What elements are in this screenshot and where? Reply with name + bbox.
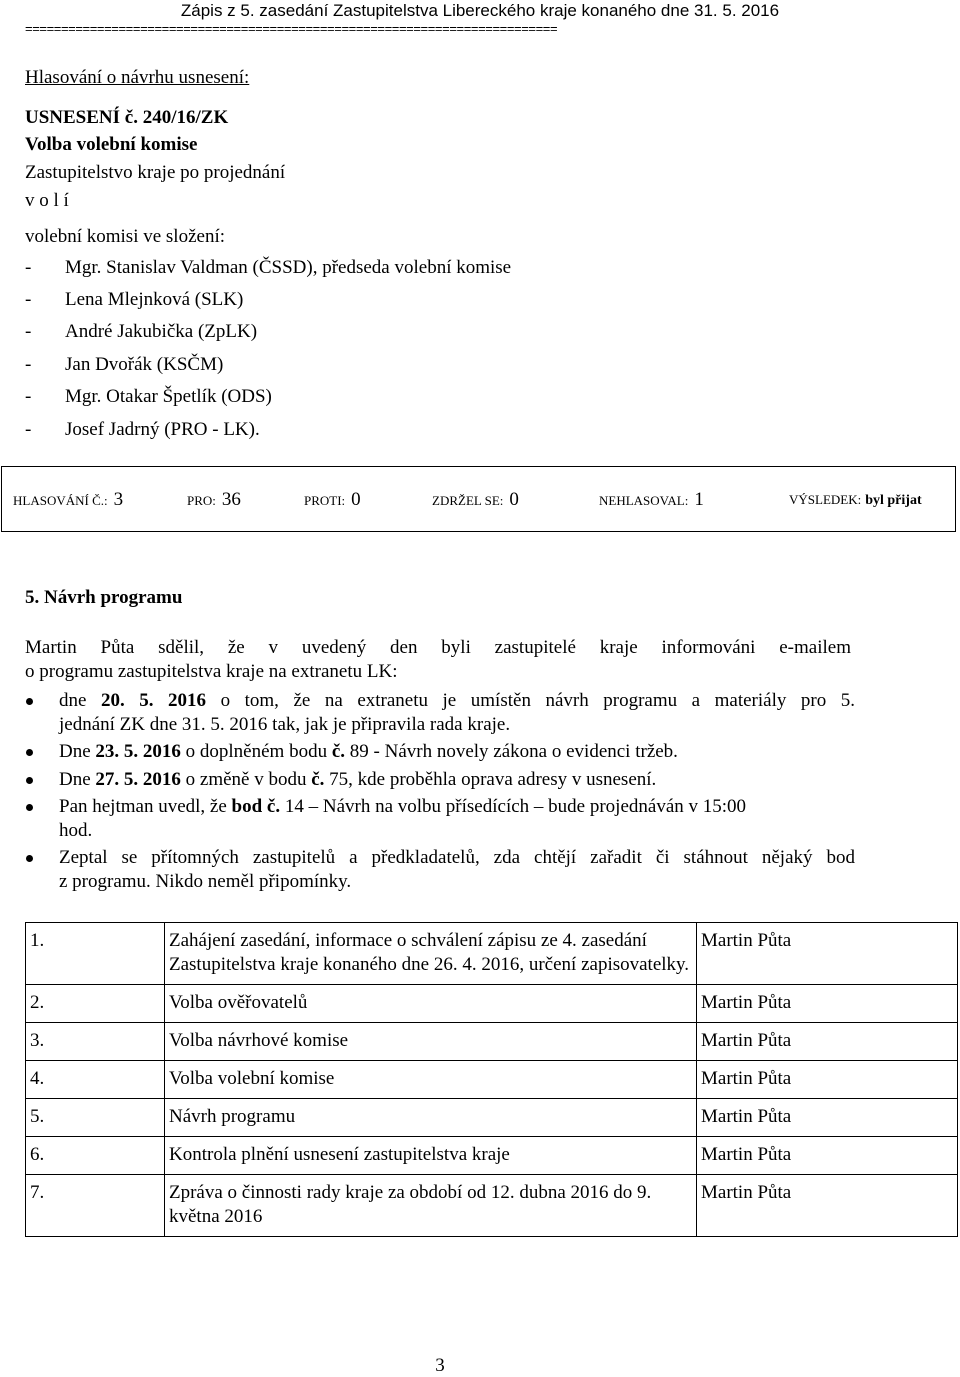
program-item-name: Volba volební komise: [165, 1061, 697, 1099]
program-item-number: 5.: [26, 1099, 165, 1137]
bullet-icon: [26, 855, 33, 862]
table-row: [26, 1099, 958, 1137]
vote-nehlasoval: NEHLASOVAL: 1: [599, 489, 704, 510]
program-item-name: Zpráva o činnosti rady kraje za období od 12. dubna 2016 do 9. května 2016: [165, 1175, 697, 1237]
vote-proti: PROTI: 0: [304, 489, 361, 510]
member-item: - Mgr. Stanislav Valdman (ČSSD), předseda volební komise: [25, 257, 512, 278]
table-row: [26, 1061, 958, 1099]
vote-pro: PRO: 36: [187, 489, 241, 510]
bullet-icon: [26, 804, 33, 811]
vote-vysledek: VÝSLEDEK: byl přijat: [789, 492, 922, 508]
vote-intro: Hlasování o návrhu usnesení:: [25, 67, 250, 88]
member-item: - Lena Mlejnková (SLK): [25, 289, 244, 310]
program-item-presenter: Martin Půta: [697, 1175, 958, 1237]
table-row: [26, 1175, 958, 1237]
list-item: dne 20. 5. 2016 o tom, že na extranetu je umístěn návrh programu a materiály pro 5. jednání ZK dne 31. 5. 2016 tak, jak je připravila rada kraje.: [25, 689, 855, 737]
program-item-name: Volba návrhové komise: [165, 1023, 697, 1061]
program-item-presenter: Martin Půta: [697, 1137, 958, 1175]
vote-number: HLASOVÁNÍ Č.: 3: [13, 489, 124, 510]
resolution-line-3: volební komisi ve složení:: [25, 226, 226, 247]
program-item-number: 7.: [26, 1175, 165, 1237]
vote-result-box: [1, 466, 956, 532]
table-row: [26, 1137, 958, 1175]
program-item-presenter: Martin Půta: [697, 923, 958, 985]
program-item-name: Volba ověřovatelů: [165, 985, 697, 1023]
program-item-presenter: Martin Půta: [697, 1023, 958, 1061]
section-intro-line-2: o programu zastupitelstva kraje na extranetu LK:: [25, 661, 398, 682]
member-item: - Josef Jadrný (PRO - LK).: [25, 419, 260, 440]
list-item: Dne 27. 5. 2016 o změně v bodu č. 75, kde proběhla oprava adresy v usnesení.: [25, 768, 855, 792]
section-title: 5. Návrh programu: [25, 587, 183, 608]
program-item-number: 6.: [26, 1137, 165, 1175]
page-number: 3: [435, 1355, 445, 1376]
list-item: Dne 23. 5. 2016 o doplněném bodu č. 89 - Návrh novely zákona o evidenci tržeb.: [25, 740, 855, 764]
resolution-line-2: v o l í: [25, 190, 69, 211]
bullet-icon: [26, 777, 33, 784]
header-rule: ==========================================================================: [25, 22, 558, 36]
program-item-number: 4.: [26, 1061, 165, 1099]
program-item-name: Kontrola plnění usnesení zastupitelstva kraje: [165, 1137, 697, 1175]
program-item-name: Zahájení zasedání, informace o schválení zápisu ze 4. zasedání Zastupitelstva kraje konaného dne 26. 4. 2016, určení zapisovatelky.: [165, 923, 697, 985]
program-item-number: 1.: [26, 923, 165, 985]
list-item: Pan hejtman uvedl, že bod č. 14 – Návrh na volbu přísedících – bude projednáván v 15:00 hod.: [25, 795, 855, 843]
table-row: [26, 923, 958, 985]
table-row: [26, 1023, 958, 1061]
program-item-presenter: Martin Půta: [697, 1099, 958, 1137]
document-title: Zápis z 5. zasedání Zastupitelstva Libereckého kraje konaného dne 31. 5. 2016: [180, 1, 780, 20]
vote-zdrzel: ZDRŽEL SE: 0: [432, 489, 519, 510]
resolution-number: USNESENÍ č. 240/16/ZK: [25, 107, 229, 128]
program-item-presenter: Martin Půta: [697, 1061, 958, 1099]
program-item-number: 2.: [26, 985, 165, 1023]
program-item-number: 3.: [26, 1023, 165, 1061]
section-intro-line-1: Martin Půta sdělil, že v uvedený den byli zastupitelé kraje informováni e-mailem: [25, 637, 851, 658]
bullet-icon: [26, 749, 33, 756]
page-header: [0, 0, 960, 36]
table-row: [26, 985, 958, 1023]
program-item-presenter: Martin Půta: [697, 985, 958, 1023]
member-item: - Mgr. Otakar Špetlík (ODS): [25, 386, 272, 407]
list-item: Zeptal se přítomných zastupitelů a předkladatelů, zda chtějí zařadit či stáhnout nějaký bod z programu. Nikdo neměl připomínky.: [25, 846, 855, 894]
member-item: - André Jakubička (ZpLK): [25, 321, 258, 342]
program-table: [25, 922, 958, 1237]
member-item: - Jan Dvořák (KSČM): [25, 354, 224, 375]
resolution-title: Volba volební komise: [25, 134, 198, 155]
bullet-icon: [26, 698, 33, 705]
resolution-line-1: Zastupitelstvo kraje po projednání: [25, 162, 286, 183]
program-item-name: Návrh programu: [165, 1099, 697, 1137]
